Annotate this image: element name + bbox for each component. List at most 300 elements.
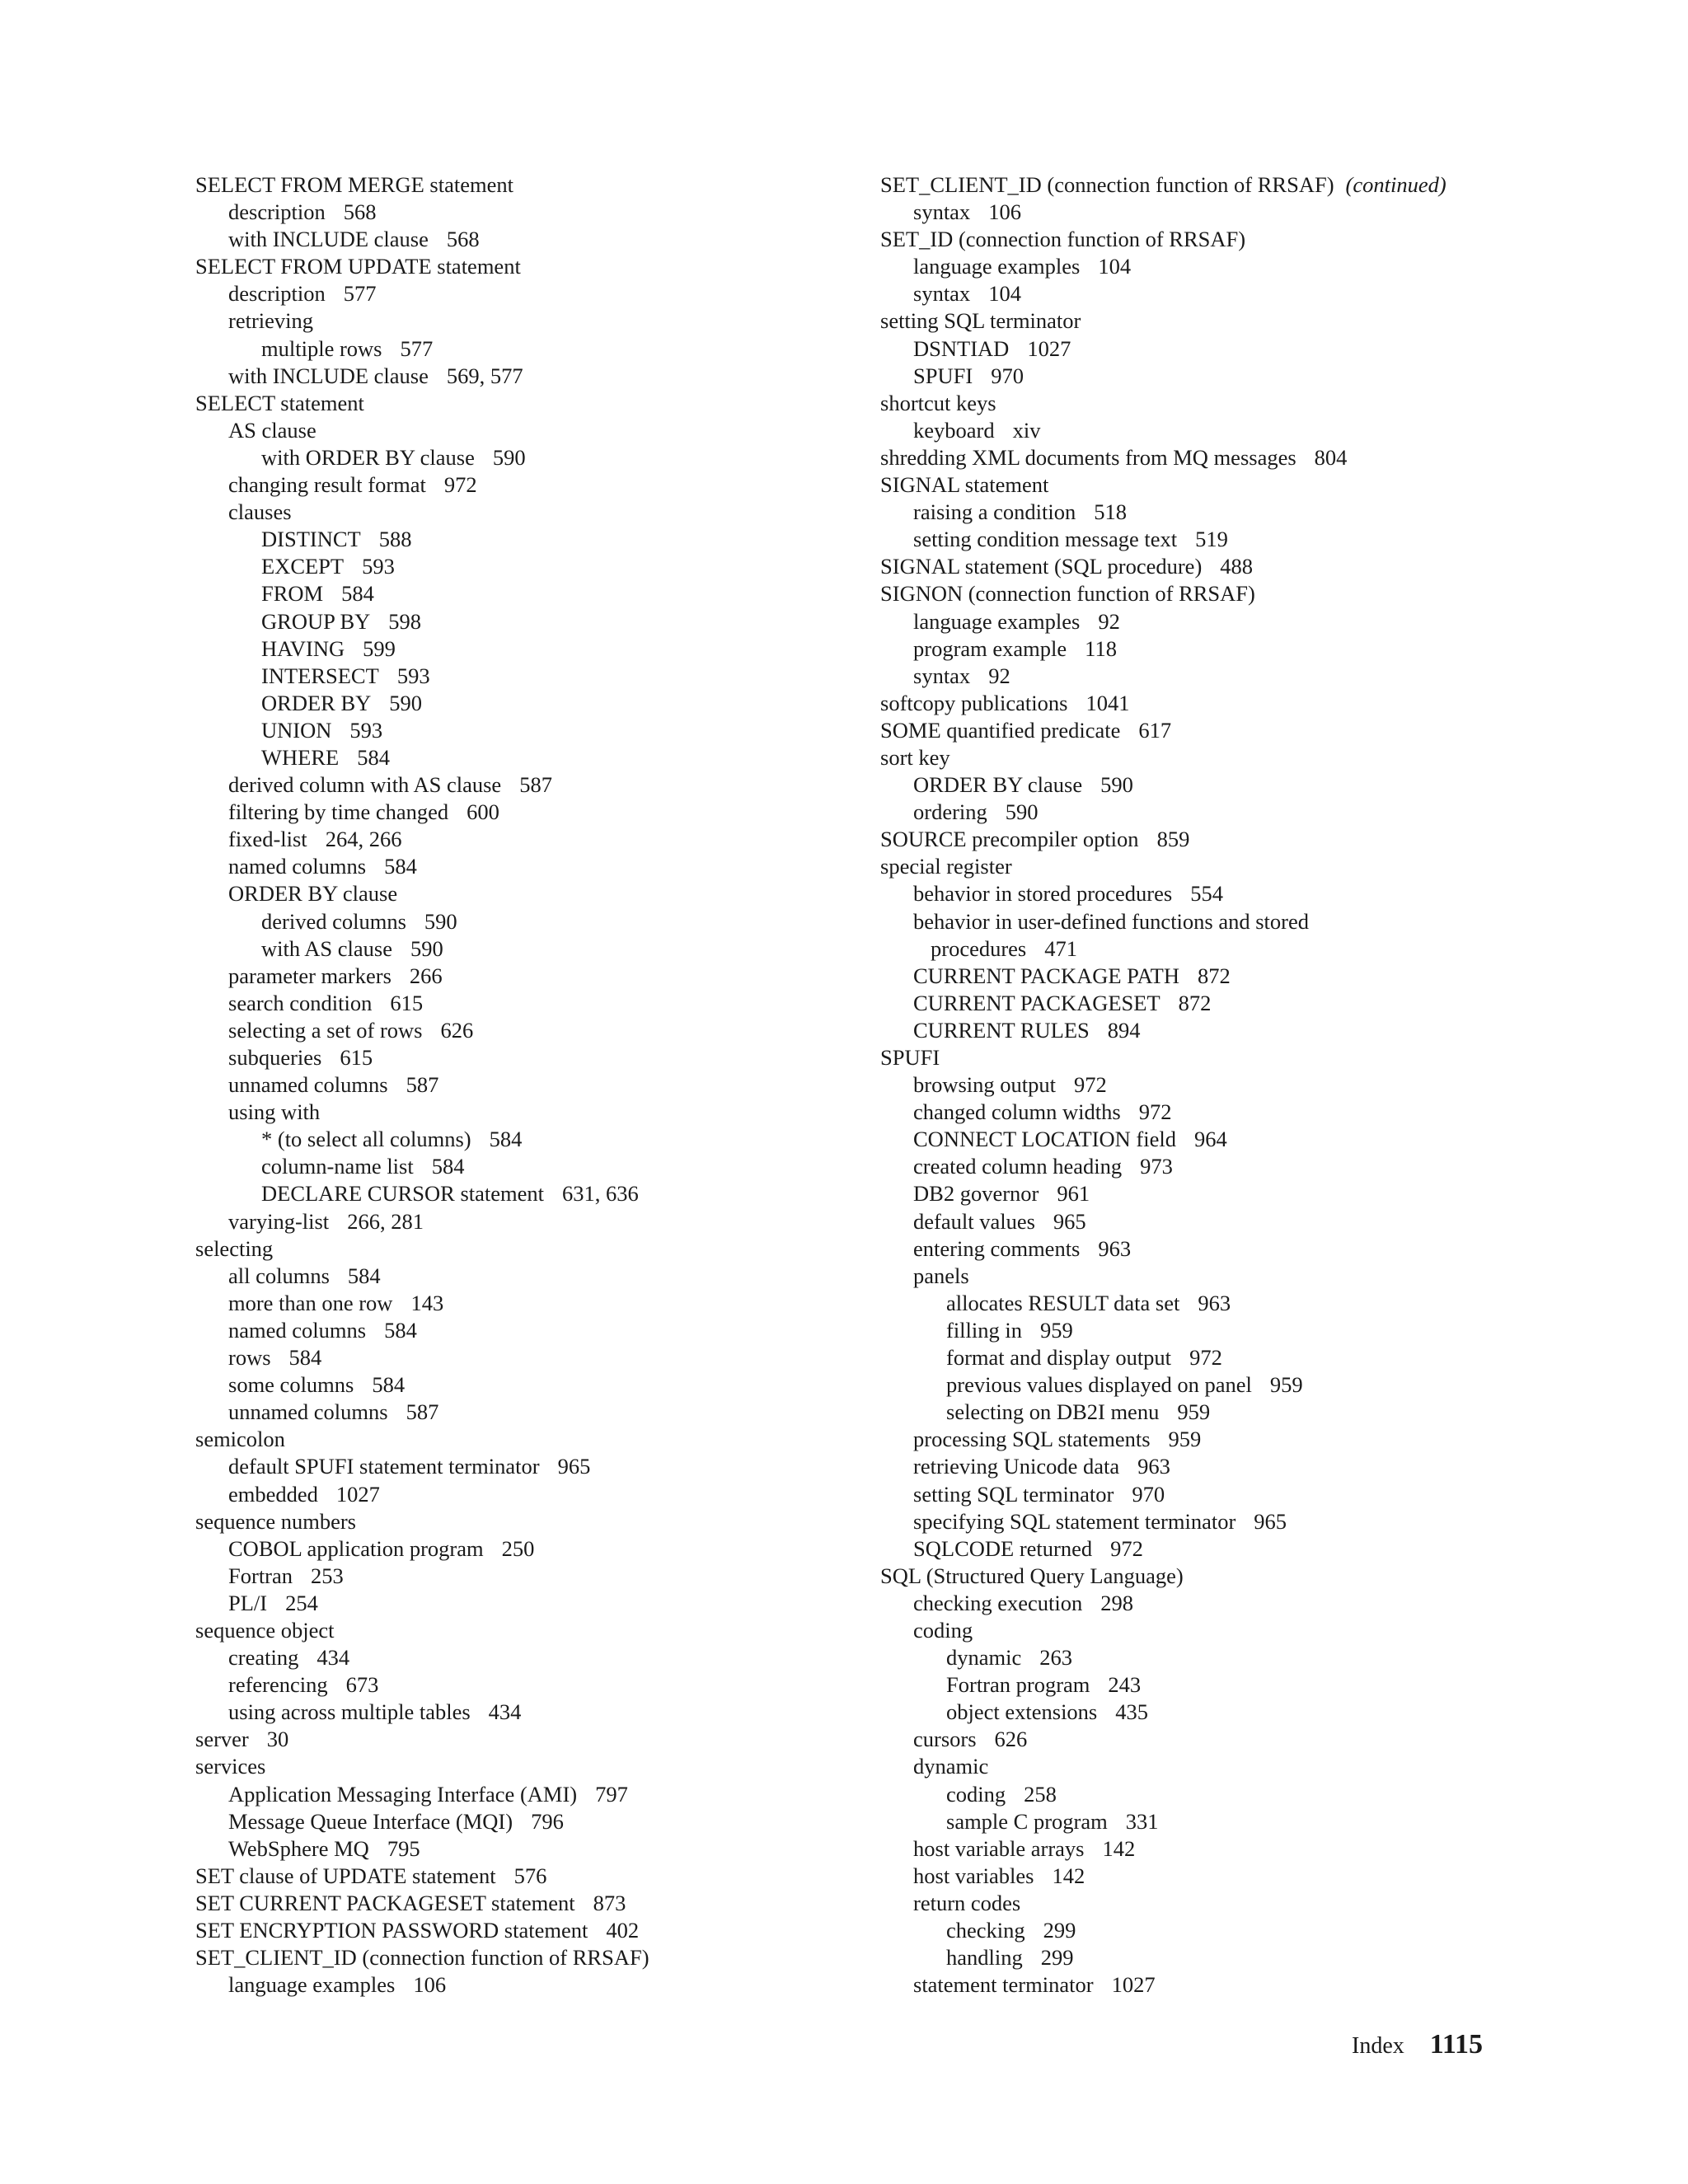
- index-term: sequence numbers: [195, 1508, 356, 1534]
- page-reference: 588: [378, 527, 412, 552]
- index-term: DB2 governor: [913, 1181, 1039, 1207]
- index-term: Message Queue Interface (MQI): [228, 1808, 513, 1834]
- index-term: SPUFI: [880, 1045, 940, 1070]
- page-reference: xiv: [1012, 417, 1041, 443]
- index-entry: [195, 1726, 921, 1753]
- index-term: creating: [228, 1645, 299, 1671]
- index-term: search condition: [228, 990, 373, 1015]
- index-term: subqueries: [228, 1045, 322, 1070]
- index-term: sort key: [880, 744, 950, 770]
- index-term: behavior in stored procedures: [913, 881, 1173, 907]
- index-entry: [195, 1153, 921, 1180]
- page-reference: 965: [557, 1454, 591, 1479]
- index-entry: [880, 1671, 1606, 1699]
- page-reference: 593: [349, 717, 383, 743]
- index-term: dynamic: [946, 1645, 1022, 1671]
- page-reference: 106: [988, 199, 1021, 225]
- page-reference: 587: [519, 772, 552, 798]
- page-reference: 804: [1314, 444, 1348, 470]
- page-reference: 331: [1125, 1808, 1159, 1834]
- index-term: COBOL application program: [228, 1535, 484, 1561]
- index-entry: [880, 663, 1606, 690]
- page-reference: 972: [443, 472, 477, 498]
- index-term: CONNECT LOCATION field: [913, 1127, 1176, 1152]
- index-term: sample C program: [946, 1808, 1108, 1834]
- index-term: SELECT FROM UPDATE statement: [195, 254, 521, 279]
- page-reference: 299: [1040, 1945, 1074, 1971]
- index-term: statement terminator: [913, 1972, 1094, 1998]
- index-entry: [880, 1263, 1606, 1290]
- page-reference: 104: [988, 281, 1021, 307]
- index-entry: [195, 199, 921, 226]
- page-reference: 590: [1100, 772, 1133, 798]
- index-term: retrieving Unicode data: [913, 1454, 1120, 1479]
- index-term: SET_ID (connection function of RRSAF): [880, 227, 1246, 252]
- page-reference: 590: [424, 908, 457, 934]
- page-reference: 142: [1102, 1835, 1136, 1861]
- index-entry: [880, 1317, 1606, 1344]
- page-reference: 590: [492, 444, 526, 470]
- index-entry: [195, 1644, 921, 1671]
- index-term: special register: [880, 854, 1012, 879]
- index-entry: [195, 1617, 921, 1644]
- index-entry: [880, 1535, 1606, 1563]
- index-entry: [880, 1426, 1606, 1453]
- page-reference: 254: [285, 1590, 318, 1615]
- index-entry: [880, 1290, 1606, 1317]
- index-term: SIGNAL statement: [880, 472, 1049, 498]
- index-term: SPUFI: [913, 363, 973, 388]
- index-entry: [880, 771, 1606, 799]
- index-entry: [195, 771, 921, 799]
- index-entry: [880, 1126, 1606, 1153]
- page-reference: 569, 577: [446, 363, 523, 388]
- index-term: fixed-list: [228, 827, 307, 852]
- page-reference: 118: [1085, 635, 1117, 661]
- index-term: PL/I: [228, 1590, 268, 1615]
- index-entry: [195, 1371, 921, 1399]
- index-term: with ORDER BY clause: [261, 444, 475, 470]
- index-term: default SPUFI statement terminator: [228, 1454, 540, 1479]
- index-entry: [880, 1971, 1606, 1999]
- index-term: keyboard: [913, 417, 995, 443]
- index-term: softcopy publications: [880, 690, 1068, 715]
- index-term: CURRENT PACKAGE PATH: [913, 963, 1179, 988]
- index-entry: [880, 963, 1606, 990]
- index-entry: [880, 1726, 1606, 1753]
- page-reference: 266, 281: [347, 1208, 424, 1234]
- index-term: changed column widths: [913, 1099, 1121, 1125]
- index-term: using with: [228, 1099, 321, 1125]
- index-entry: [195, 690, 921, 717]
- index-term: SET_CLIENT_ID (connection function of RRSAF): [195, 1945, 649, 1971]
- index-column-left: [195, 171, 921, 1999]
- index-term: allocates RESULT data set: [946, 1290, 1180, 1315]
- page-reference: 1027: [335, 1481, 380, 1507]
- index-entry: [195, 580, 921, 607]
- page-reference: 797: [595, 1781, 628, 1807]
- page-reference: 963: [1137, 1454, 1170, 1479]
- index-column-right: [880, 171, 1606, 1999]
- index-term: default values: [913, 1208, 1035, 1234]
- index-term: INTERSECT: [261, 663, 379, 688]
- page-reference: 961: [1057, 1181, 1090, 1207]
- index-term: with INCLUDE clause: [228, 227, 429, 252]
- continued-label: (continued): [1345, 172, 1447, 197]
- index-term: host variables: [913, 1863, 1034, 1888]
- index-term: selecting on DB2I menu: [946, 1399, 1160, 1425]
- page-reference: 593: [396, 663, 430, 688]
- index-entry: [880, 1399, 1606, 1426]
- page-footer: [1352, 2029, 1483, 2060]
- index-entry: [195, 526, 921, 553]
- index-term: EXCEPT: [261, 554, 345, 579]
- page-reference: 92: [988, 663, 1010, 688]
- page-reference: 859: [1156, 827, 1190, 852]
- index-entry: [880, 1344, 1606, 1371]
- page-reference: 626: [440, 1017, 474, 1043]
- index-term: SET clause of UPDATE statement: [195, 1863, 496, 1888]
- index-entry: [195, 1044, 921, 1071]
- index-term: language examples: [913, 608, 1081, 634]
- index-entry: [880, 1644, 1606, 1671]
- index-term: changing result format: [228, 472, 426, 498]
- index-term: SIGNAL statement (SQL procedure): [880, 554, 1203, 579]
- index-term: more than one row: [228, 1290, 393, 1315]
- index-entry: [880, 1044, 1606, 1071]
- index-entry: [880, 635, 1606, 663]
- index-entry: [880, 826, 1606, 853]
- index-term: SIGNON (connection function of RRSAF): [880, 581, 1255, 607]
- page-reference: 263: [1039, 1645, 1072, 1671]
- index-term: GROUP BY: [261, 608, 371, 634]
- index-entry: [195, 1944, 921, 1971]
- index-term: description: [228, 281, 326, 307]
- page-reference: 1027: [1111, 1972, 1156, 1998]
- page-reference: 584: [372, 1372, 406, 1398]
- index-entry: [880, 280, 1606, 307]
- index-term: services: [195, 1754, 266, 1779]
- page-reference: 873: [593, 1890, 626, 1915]
- page-reference: 142: [1052, 1863, 1085, 1888]
- index-term: HAVING: [261, 635, 345, 661]
- page-reference: 298: [1100, 1590, 1134, 1615]
- index-term: entering comments: [913, 1235, 1081, 1261]
- index-term: specifying SQL statement terminator: [913, 1508, 1236, 1534]
- index-entry: [880, 363, 1606, 390]
- page-reference: 1041: [1085, 690, 1130, 715]
- page-reference: 434: [316, 1645, 350, 1671]
- index-term: SELECT statement: [195, 390, 364, 415]
- index-term: cursors: [913, 1727, 977, 1752]
- page-reference: 471: [1044, 935, 1077, 961]
- page-reference: 965: [1254, 1508, 1287, 1534]
- index-term: column-name list: [261, 1154, 414, 1179]
- index-entry: [195, 1563, 921, 1590]
- index-entry: [195, 553, 921, 580]
- index-term: syntax: [913, 663, 971, 688]
- page-reference: 590: [1005, 799, 1039, 825]
- footer-label: Index: [1352, 2033, 1404, 2059]
- index-entry: [195, 990, 921, 1017]
- index-term: WHERE: [261, 744, 340, 770]
- index-entry: [195, 963, 921, 990]
- page-reference: 965: [1053, 1208, 1086, 1234]
- index-term: server: [195, 1727, 249, 1752]
- page-reference: 92: [1098, 608, 1120, 634]
- index-entry: [195, 226, 921, 253]
- index-term: varying-list: [228, 1208, 330, 1234]
- index-term: syntax: [913, 199, 971, 225]
- index-entry: [880, 1699, 1606, 1726]
- page-reference: 673: [345, 1672, 379, 1698]
- page-reference: 894: [1107, 1017, 1141, 1043]
- index-entry: [880, 1808, 1606, 1835]
- index-term: dynamic: [913, 1754, 989, 1779]
- index-term: shredding XML documents from MQ messages: [880, 444, 1296, 470]
- index-entry: [195, 1290, 921, 1317]
- index-term: checking: [946, 1918, 1025, 1943]
- index-entry: [880, 1781, 1606, 1808]
- page-reference: 598: [388, 608, 422, 634]
- index-entry: [880, 390, 1606, 417]
- index-entry: [880, 1590, 1606, 1617]
- index-entry: [195, 635, 921, 663]
- index-term: language examples: [913, 254, 1081, 279]
- page-reference: 518: [1094, 499, 1127, 525]
- page-reference: 250: [501, 1535, 535, 1561]
- index-term: sequence object: [195, 1617, 335, 1643]
- index-term: with INCLUDE clause: [228, 363, 429, 388]
- index-term: SQL (Structured Query Language): [880, 1563, 1184, 1588]
- page-reference: 617: [1138, 717, 1172, 743]
- page-reference: 258: [1024, 1781, 1057, 1807]
- index-entry: [195, 799, 921, 826]
- page-reference: 568: [446, 227, 480, 252]
- page-reference: 959: [1177, 1399, 1211, 1425]
- index-entry: [880, 199, 1606, 226]
- page-reference: 568: [343, 199, 377, 225]
- index-term: Fortran: [228, 1563, 293, 1588]
- page-reference: 964: [1193, 1127, 1227, 1152]
- index-term: with AS clause: [261, 935, 392, 961]
- index-term: SET_CLIENT_ID (connection function of RRSAF): [880, 172, 1334, 197]
- index-entry: [880, 1863, 1606, 1890]
- index-term: handling: [946, 1945, 1023, 1971]
- page-reference: 584: [384, 854, 417, 879]
- page-reference: 299: [1043, 1918, 1076, 1943]
- index-entry: [880, 307, 1606, 335]
- index-term: AS clause: [228, 417, 316, 443]
- page-reference: 104: [1098, 254, 1132, 279]
- index-entry: [880, 880, 1606, 907]
- index-term: browsing output: [913, 1072, 1056, 1098]
- index-term: some columns: [228, 1372, 354, 1398]
- index-term: setting SQL terminator: [880, 308, 1081, 334]
- index-term: host variable arrays: [913, 1835, 1085, 1861]
- index-entry: [195, 363, 921, 390]
- index-term: referencing: [228, 1672, 328, 1698]
- page-reference: 972: [1189, 1345, 1222, 1371]
- index-term: ORDER BY clause: [913, 772, 1083, 798]
- index-entry: [880, 908, 1606, 935]
- index-entry: [880, 1153, 1606, 1180]
- index-entry: [880, 1071, 1606, 1099]
- index-entry: [195, 1099, 921, 1126]
- index-term: semicolon: [195, 1427, 285, 1452]
- index-term: derived columns: [261, 908, 406, 934]
- index-entry: [195, 335, 921, 363]
- index-entry: [195, 171, 921, 199]
- index-term: UNION: [261, 717, 332, 743]
- page-reference: 959: [1168, 1427, 1202, 1452]
- index-term: clauses: [228, 499, 292, 525]
- index-entry: [880, 1208, 1606, 1235]
- page-reference: 106: [413, 1972, 447, 1998]
- index-term: coding: [946, 1781, 1006, 1807]
- index-entry: [195, 1071, 921, 1099]
- index-entry: [880, 471, 1606, 499]
- index-entry: [195, 390, 921, 417]
- page-reference: 872: [1198, 963, 1231, 988]
- index-entry: [195, 253, 921, 280]
- page-reference: 519: [1195, 527, 1228, 552]
- index-entry: [195, 1399, 921, 1426]
- page-reference: 243: [1108, 1672, 1142, 1698]
- page-reference: 584: [357, 744, 390, 770]
- index-term: behavior in user-defined functions and stored: [913, 908, 1310, 934]
- index-entry: [880, 1481, 1606, 1508]
- page-reference: 584: [288, 1345, 322, 1371]
- page-reference: 631, 636: [562, 1181, 639, 1207]
- index-entry: [195, 1835, 921, 1863]
- index-entry: [880, 226, 1606, 253]
- page-reference: 584: [489, 1127, 523, 1152]
- index-term: retrieving: [228, 308, 314, 334]
- index-entry: [195, 1890, 921, 1917]
- index-entry: [880, 1371, 1606, 1399]
- index-term: named columns: [228, 854, 367, 879]
- index-term: FROM: [261, 581, 324, 607]
- index-entry: [880, 1617, 1606, 1644]
- index-term: created column heading: [913, 1154, 1123, 1179]
- index-entry: [195, 880, 921, 907]
- page-reference: 970: [1132, 1481, 1165, 1507]
- index-entry: [195, 935, 921, 963]
- page-reference: 577: [400, 335, 434, 361]
- page-reference: 1027: [1027, 335, 1071, 361]
- index-entry: [195, 608, 921, 635]
- index-entry: [195, 499, 921, 526]
- index-term: CURRENT RULES: [913, 1017, 1090, 1043]
- page-reference: 796: [531, 1808, 564, 1834]
- index-entry: [195, 1781, 921, 1808]
- page-reference: 264, 266: [325, 827, 402, 852]
- index-entry: [195, 1753, 921, 1780]
- page-reference: 435: [1115, 1699, 1148, 1725]
- index-entry: [880, 335, 1606, 363]
- index-entry: [195, 417, 921, 444]
- index-entry: [195, 1808, 921, 1835]
- index-entry: [880, 1508, 1606, 1535]
- index-term: filling in: [946, 1317, 1023, 1343]
- index-entry: [880, 935, 1606, 963]
- index-term: derived column with AS clause: [228, 772, 502, 798]
- index-entry: [195, 1263, 921, 1290]
- index-entry: [195, 1917, 921, 1944]
- index-entry: [880, 553, 1606, 580]
- index-term: DSNTIAD: [913, 335, 1010, 361]
- index-term: program example: [913, 635, 1067, 661]
- index-term: using across multiple tables: [228, 1699, 471, 1725]
- page-reference: 584: [347, 1263, 381, 1288]
- index-entry: [195, 663, 921, 690]
- index-entry: [880, 1235, 1606, 1263]
- page-reference: 253: [311, 1563, 344, 1588]
- page-reference: 577: [343, 281, 377, 307]
- index-entry: [880, 526, 1606, 553]
- page-reference: 402: [606, 1918, 640, 1943]
- index-entry: [195, 471, 921, 499]
- index-entry: [195, 1180, 921, 1207]
- index-term: ORDER BY: [261, 690, 372, 715]
- index-term: return codes: [913, 1890, 1021, 1915]
- page-reference: 600: [467, 799, 499, 825]
- index-entry: [195, 1426, 921, 1453]
- index-entry: [880, 608, 1606, 635]
- index-term: parameter markers: [228, 963, 392, 988]
- index-entry: [880, 1453, 1606, 1480]
- page-reference: 599: [363, 635, 396, 661]
- index-term: SQLCODE returned: [913, 1535, 1093, 1561]
- index-term: Fortran program: [946, 1672, 1090, 1698]
- index-entry: [880, 1753, 1606, 1780]
- index-term: * (to select all columns): [261, 1127, 471, 1152]
- index-term: SOURCE precompiler option: [880, 827, 1139, 852]
- index-entry: [195, 1863, 921, 1890]
- index-entry: [195, 1535, 921, 1563]
- page-reference: 970: [991, 363, 1024, 388]
- index-term: description: [228, 199, 326, 225]
- index-entry: [195, 307, 921, 335]
- index-entry: [195, 1481, 921, 1508]
- index-term: SET CURRENT PACKAGESET statement: [195, 1890, 575, 1915]
- index-term: multiple rows: [261, 335, 382, 361]
- index-term: procedures: [931, 935, 1027, 961]
- page-reference: 266: [409, 963, 443, 988]
- index-term: selecting: [195, 1235, 274, 1261]
- index-entry: [880, 717, 1606, 744]
- page-reference: 143: [410, 1290, 444, 1315]
- index-entry: [195, 1590, 921, 1617]
- index-entry: [195, 1017, 921, 1044]
- index-entry: [880, 253, 1606, 280]
- index-entry: [195, 1671, 921, 1699]
- index-entry: [880, 1180, 1606, 1207]
- page-reference: 963: [1198, 1290, 1231, 1315]
- index-term: previous values displayed on panel: [946, 1372, 1252, 1398]
- index-term: selecting a set of rows: [228, 1017, 423, 1043]
- index-entry: [880, 1563, 1606, 1590]
- index-entry: [195, 826, 921, 853]
- page-reference: 972: [1110, 1535, 1143, 1561]
- index-entry: [195, 280, 921, 307]
- index-term: object extensions: [946, 1699, 1098, 1725]
- index-term: setting SQL terminator: [913, 1481, 1114, 1507]
- index-term: format and display output: [946, 1345, 1172, 1371]
- page-reference: 872: [1178, 990, 1212, 1015]
- page-reference: 795: [387, 1835, 420, 1861]
